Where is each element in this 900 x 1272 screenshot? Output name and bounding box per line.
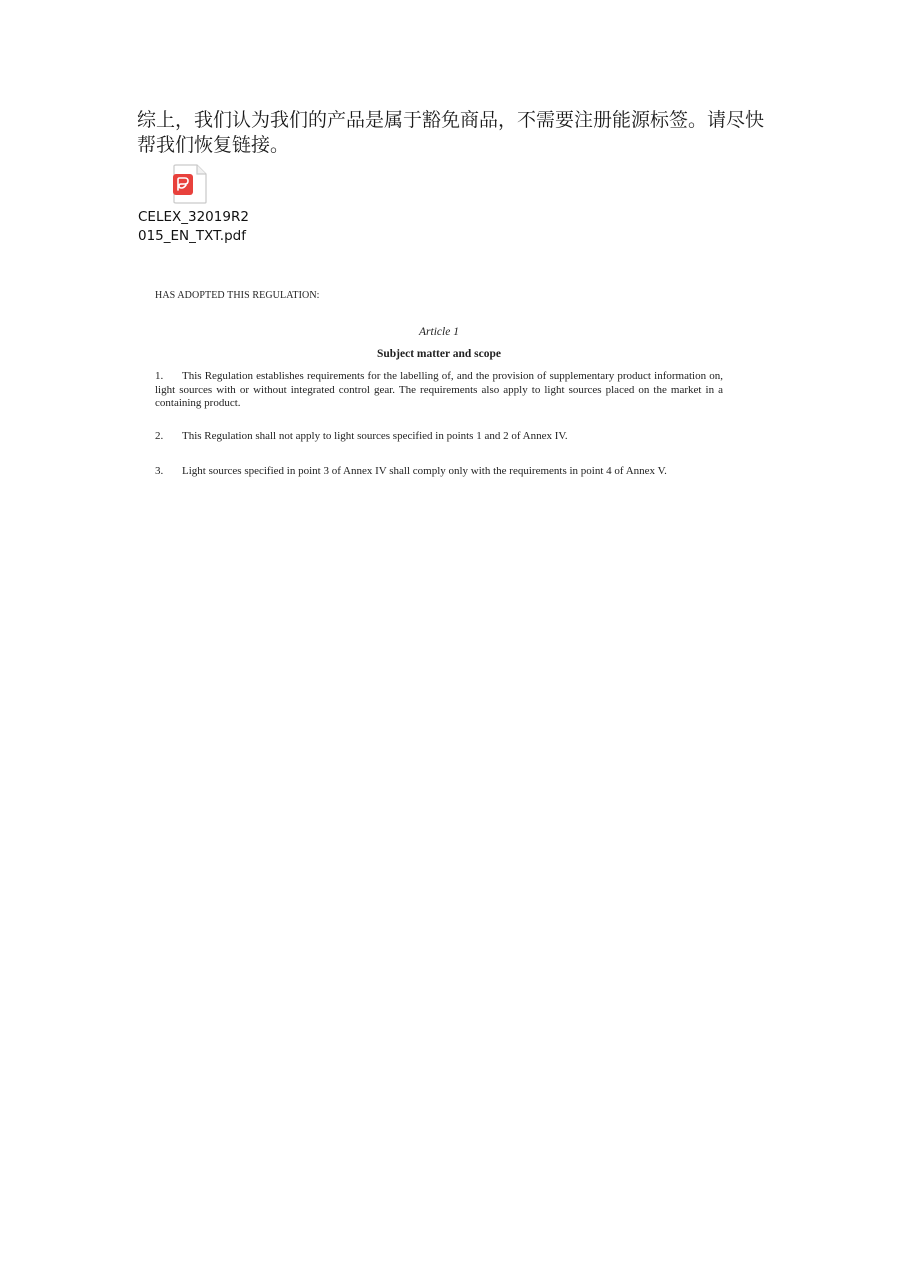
paragraph-number: 1. bbox=[155, 370, 164, 382]
paragraph-number: 3. bbox=[155, 465, 164, 477]
attachment-filename[interactable] bbox=[138, 208, 258, 246]
paragraph-number: 2. bbox=[155, 430, 164, 442]
paragraph-1 bbox=[155, 370, 723, 411]
attachment-filename-line1: CELEX_32019R2 bbox=[138, 209, 249, 225]
article-subject: Subject matter and scope bbox=[376, 348, 502, 360]
paragraph-text: This Regulation shall not apply to light sources specified in points 1 and 2 of Annex IV. bbox=[182, 430, 568, 442]
attachment-filename-line2: 015_EN_TXT.pdf bbox=[138, 228, 246, 244]
intro-message: 综上，我们认为我们的产品是属于豁免商品，不需要注册能源标签。请尽快帮我们恢复链接。 bbox=[137, 109, 765, 156]
paragraph-2 bbox=[155, 430, 723, 444]
paragraph-text: This Regulation establishes requirements for the labelling of, and the provision of supplementary product information on, light sources with or without integrated control gear. The requirements also apply to light sources placed on the market in a containing product. bbox=[155, 370, 723, 409]
adopted-statement: HAS ADOPTED THIS REGULATION: bbox=[155, 290, 320, 301]
article-heading: Article 1 bbox=[419, 326, 459, 338]
paragraph-3 bbox=[155, 465, 723, 479]
pdf-icon bbox=[172, 164, 208, 204]
paragraph-text: Light sources specified in point 3 of Annex IV shall comply only with the requirements in point 4 of Annex V. bbox=[182, 465, 667, 477]
